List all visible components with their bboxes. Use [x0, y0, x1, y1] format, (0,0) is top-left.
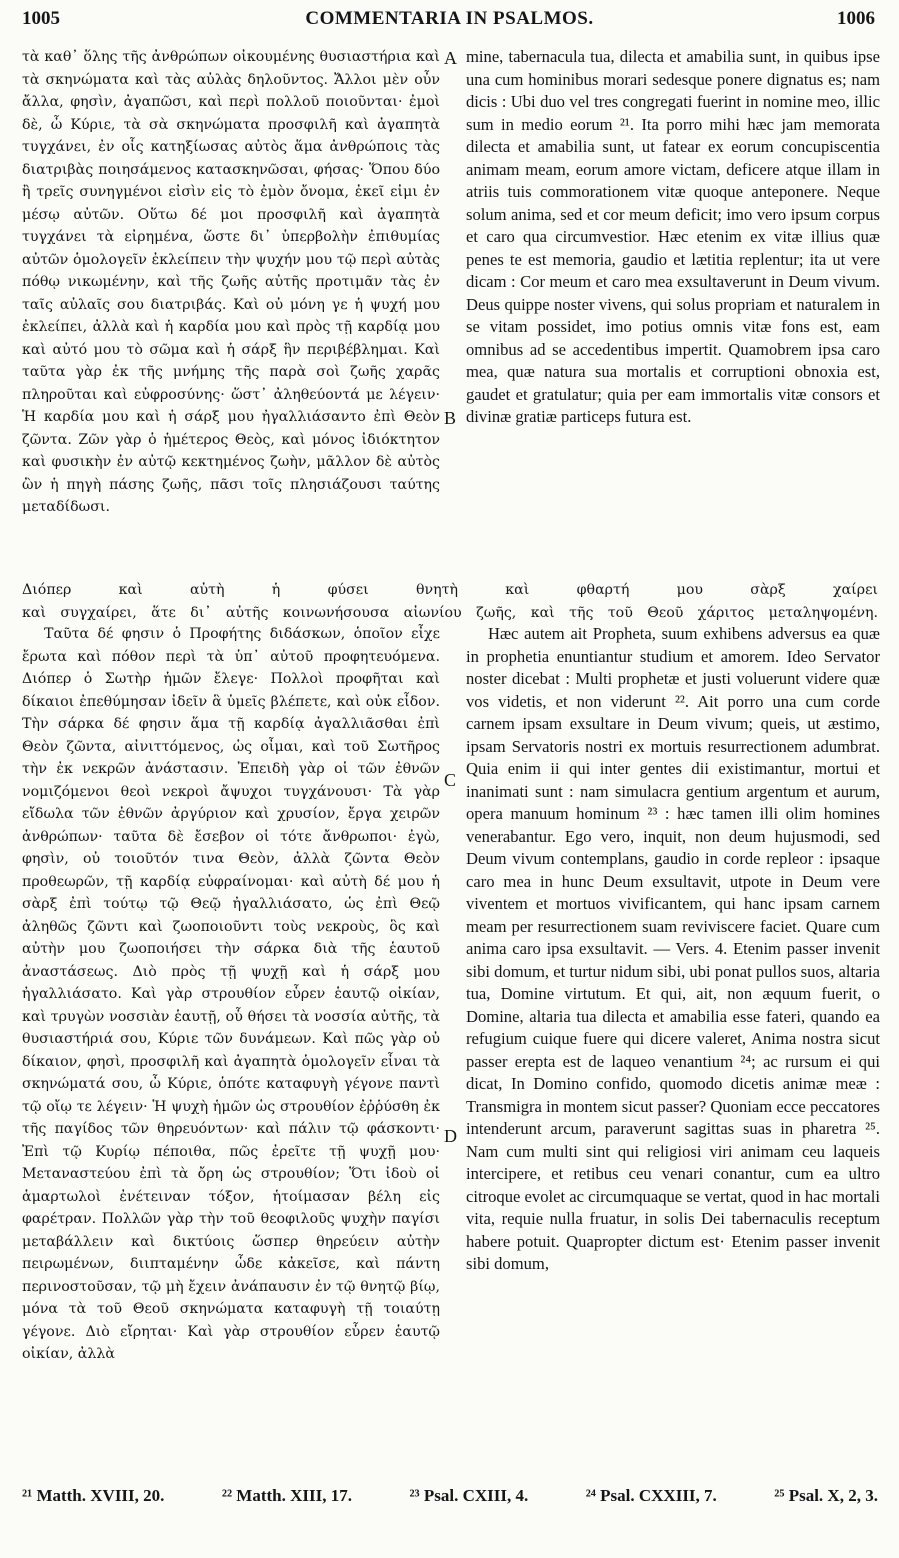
footnote: ²¹ Matth. XVIII, 20. [22, 1486, 165, 1505]
greek-paragraph-2: Ταῦτα δέ φησιν ὁ Προφήτης διδάσκων, ὁποῖον εἶχε ἔρωτα καὶ πόθον περὶ τὰ ὑπ᾽ αὐτοῦ προφητευόμενα. Διόπερ ὁ Σωτὴρ ἡμῶν ἔλεγε· Πολλοὶ προφῆται καὶ δίκαιοι ἐπεθύμησαν ἰδεῖν ἃ ὑμεῖς βλέπετε, καὶ οὐκ εἶδον. Τὴν σάρκα δέ φησιν ἅμα τῇ καρδίᾳ ἀγαλλιᾶσθαι ἐπὶ Θεὸν ζῶντα, αἰνιττόμενος, ὡς οἶμαι, καὶ τοῦ Σωτῆρος τὴν ἐκ νεκρῶν ἀνάστασιν. Ἐπειδὴ γὰρ οἱ τῶν ἐθνῶν νομιζόμενοι θεοὶ νεκροὶ ἄψυχοι τυγχάνουσι· Τὰ γὰρ εἴδωλα τῶν ἐθνῶν ἀργύριον καὶ χρυσίον, ἔργα χειρῶν ἀνθρώπων· ταῦτα δὲ ἔσεβον οἱ τότε ἄνθρωποι· ἐγὼ, φησὶν, οὐ τοιοῦτόν τινα Θεὸν, ἀλλὰ ζῶντα Θεὸν προθεωρῶν, τῇ καρδίᾳ εὐφραίνομαι· καὶ αὐτὴ δέ μου ἡ σὰρξ ἐπὶ τούτῳ τῷ Θεῷ ἠγαλλιάσατο, ὡς ἐπὶ Θεῷ ἀληθῶς ζῶντι καὶ ζωοποιοῦντι τοὺς νεκροὺς, ὃς καὶ αὐτὴν μου ζωοποιήσει τὴν σάρκα διὰ τῆς ἑαυτοῦ ἀναστάσεως. Διὸ πρὸς τῇ ψυχῇ καὶ ἡ σάρξ μου ἠγαλλιάσατο. Καὶ γὰρ στρουθίον εὗρεν ἑαυτῷ οἰκίαν, καὶ τρυγὼν νοσσιὰν ἑαυτῇ, οὗ θήσει τὰ νοσσία αὐτῆς, τὰ θυσιαστήριά σου, Κύριε τῶν δυνάμεων. Καὶ πῶς γὰρ οὐ δίκαιον, φησὶ, προσφιλῆ καὶ ἀγαπητὰ ὁμολογεῖν εἶναι τὰ σκηνώματά σου, ὦ Κύριε, ὁπότε καταφυγὴ γέγονε παντὶ τῷ οἴῳ τε λέγειν· Ἡ ψυχὴ ἡμῶν ὡς στρουθίον ἐῤῥύσθη ἐκ τῆς παγίδος τῶν θηρευόντων· καὶ πάλιν τῷ φάσκοντι· Ἐπὶ τῷ Κυρίῳ πέποιθα, πῶς ἐρεῖτε τῇ ψυχῇ μου· Μεταναστεύου ἐπὶ τὰ ὄρη ὡς στρουθίον; Ὅτι ἰδοὺ οἱ ἁμαρτωλοὶ ἐνέτειναν τόξον, ἡτοίμασαν βέλη εἰς φαρέτραν. Πολλῶν γὰρ τὴν τοῦ θεοφιλοῦς ψυχὴν παγίσι μεταβάλλειν καὶ δικτύοις ὥσπερ θηρεύειν αὐτὴν πειρωμένων, διιπταμένην ὧδε κἀκεῖσε, καὶ πάντη περινοστοῦσαν, τῷ μὴ ἔχειν ἀνάπαυσιν ἐν τῷ θνητῷ βίῳ, μόνα τὰ τοῦ Θεοῦ σκηνώματα καταφυγὴ τῇ τοιαύτῃ γέγονε. Διὸ εἴρηται· Καὶ γὰρ στρουθίον εὗρεν ἑαυτῷ οἰκίαν, ἀλλὰ [22, 626, 440, 1362]
page-header [0, 8, 899, 38]
margin-mark-c: C [444, 770, 457, 790]
greek-spanning-lines [22, 579, 878, 624]
latin-paragraph-2: Hæc autem ait Propheta, suum exhibens adversus ea quæ in prophetia enuntiantur studium et amorem. Ideo Servator noster dicebat : Multi prophetæ et justi voluerunt videre quæ vos videtis, et non viderunt ²². Ait porro una cum corde carnem ipsam exsultare in Deum vivum; queis, ut æstimo, ipsam Servatoris nostri ex mortuis resurrectionem adumbrat. Quia enim ii qui inter gentes dii existimantur, mortui et inanimati sunt : nam simulacra gentium argentum et aurum, opera manuum hominum ²³ : hæc tamen illi olim homines venerabantur. Ego vero, inquit, non deum hujusmodi, sed Deum vivum contemplans, gaudio in corde repleor : ipsaque caro mea in hunc Deum exsultavit, utpote in Deum vere viventem et mortuos vivificantem, qui hanc ipsam carnem meam per resurrectionem suam reviviscere faciet. Quare cum anima caro ipsa exsultavit. — Vers. 4. Etenim passer invenit sibi domum, et turtur nidum sibi, ubi ponat pullos suos, altaria tua, Domine virtutum. Et qui, ait, non æquum fuerit, o Domine, altaria tua dilecta et amabilia esse fateri, quando ea refugium cuique fuere qui dicere valeret, Anima nostra sicut passer erepta est de laqueo venantium ²⁴; ac rursum ei qui dicat, In Domino confido, quomodo dicetis animæ meæ : Transmigra in montem sicut passer? Quoniam ecce peccatores intenderunt arcum, paraverunt sagittas suas in pharetra ²⁵. Nam cum multi sint qui religiosi viri animam ceu laqueis intercipere, et retibus ceu venari conantur, cum ea ultro citroque evolet ac circumquaque se vertat, quod in hac mortali vita, requie nulla fruatur, in solis Dei tabernaculis receptum habere potuit. Quapropter dictum est· Etenim passer invenit sibi domum, [466, 624, 880, 1273]
footnote: ²⁴ Psal. CXXIII, 7. [585, 1486, 717, 1505]
margin-mark-a: A [444, 48, 457, 68]
running-title: COMMENTARIA IN PSALMOS. [305, 8, 594, 29]
greek-column-2 [22, 623, 440, 1366]
latin-column-2 [466, 623, 880, 1276]
page-number-left: 1005 [22, 8, 60, 29]
span-line-1: Διόπερ καὶ αὐτὴ ἡ φύσει θνητὴ καὶ φθαρτή μου σὰρξ χαίρει [22, 582, 878, 598]
footnote: ²² Matth. XIII, 17. [221, 1486, 352, 1505]
page-number-right: 1006 [837, 8, 875, 29]
footnote: ²³ Psal. CXIII, 4. [409, 1486, 529, 1505]
margin-mark-b: B [444, 408, 457, 428]
greek-paragraph-1: τὰ καθ᾽ ὅλης τῆς ἀνθρώπων οἰκουμένης θυσιαστήρια καὶ τὰ σκηνώματα καὶ τὰς αὐλὰς δηλοῦντος. Ἄλλοι μὲν οὖν ἄλλα, φησὶν, ἀγαπῶσι, καὶ περὶ πολλοῦ ποιοῦνται· ἐμοὶ δὲ, ὦ Κύριε, τὰ σὰ σκηνώματα προσφιλῆ καὶ ἀγαπητὰ τυγχάνει, ἐν οἷς κατηξίωσας αὐτὸς ἅμα ἀνθρώποις τὰς διατριβὰς ποιησάμενος κατασκηνῶσαι, φήσας· Ὅπου δύο ἢ τρεῖς συνηγμένοι εἰσὶν εἰς τὸ ἐμὸν ὄνομα, ἐκεῖ εἰμι ἐν μέσῳ αὐτῶν. Οὕτω δέ μοι προσφιλῆ καὶ ἀγαπητὰ τυγχάνει τὰ εἰρημένα, ὥστε δι᾽ ὑπερβολὴν ἐπιθυμίας αὐτῶν ὁμολογεῖν ἐκλείπειν τὴν ψυχήν μου τῷ περὶ αὐτὰς πόθῳ νικωμένην, καὶ τῆς ζωῆς αὐτῆς προτιμᾶν τὰς ἐν ταῖς αὐλαῖς σου διατριβάς. Καὶ οὐ μόνη γε ἡ ψυχή μου ἐκλείπει, ἀλλὰ καὶ ἡ καρδία μου καὶ πρὸς τῇ καρδίᾳ μου καὶ αὐτό μου τὸ σῶμα καὶ ἡ σάρξ ἣν περιβέβλημαι. Καὶ ταῦτα γὰρ ἐκ τῆς μνήμης τῆς παρὰ σοὶ ζωῆς χαρᾶς πληροῦται καὶ εὐφροσύνης· ὥστ᾽ ἀληθεύοντά με λέγειν· Ἡ καρδία μου καὶ ἡ σάρξ μου ἠγαλλιάσαντο ἐπὶ Θεὸν ζῶντα. Ζῶν γὰρ ὁ ἡμέτερος Θεὸς, καὶ μόνος ἰδιόκτητον καὶ φυσικὴν ἐν αὐτῷ κεκτημένος ζωὴν, μᾶλλον δὲ αὐτὸς ὢν ἡ πηγὴ πάσης ζωῆς, πᾶσι τοῖς πλησιάζουσι ταύτης μεταδίδωσι. [22, 49, 440, 515]
latin-column-1 [466, 46, 880, 429]
footnote: ²⁵ Psal. X, 2, 3. [774, 1486, 878, 1505]
greek-column-1 [22, 46, 440, 519]
span-line-2: καὶ συγχαίρει, ἅτε δι᾽ αὐτῆς κοινωνήσουσα αἰωνίου ζωῆς, καὶ τῆς τοῦ Θεοῦ χάριτος μεταληψομένη. [22, 604, 878, 621]
margin-mark-d: D [444, 1126, 457, 1146]
latin-paragraph-1: mine, tabernacula tua, dilecta et amabilia sunt, in quibus ipse una cum hominibus morari sedesque ponere dignatus es; nam dicis : Ubi duo vel tres congregati fuerint in nomine meo, illic sum in medio eorum ²¹. Ita porro mihi hæc jam memorata dilecta et amabilia sunt, ut fatear ex eorum concupiscentia animam meam, eorum amore victam, deficere atque illam in atriis tuis commorationem vitæ quoque anteponere. Neque solum anima, sed et cor meum deficit; imo vero ipsum corpus et caro qua circumvestior. Hæc etenim ex vitæ illius quæ penes te est memoria, gaudio et lætitia replentur; ita ut vere dicam : Cor meum et caro mea exsultaverunt in Deum vivum. Deus quippe noster vivens, qui solus propriam et naturalem in se vitam possidet, imo potius omnis vitæ fons est, eam omnibus ad se accedentibus impertit. Quamobrem ipsa caro mea, quæ natura sua mortalis et corruptioni obnoxia est, gaudet et gratulatur; quia per eam immortalis vitæ consors et divinæ gratiæ particeps futura est. [466, 47, 880, 426]
footnotes [22, 1486, 878, 1506]
